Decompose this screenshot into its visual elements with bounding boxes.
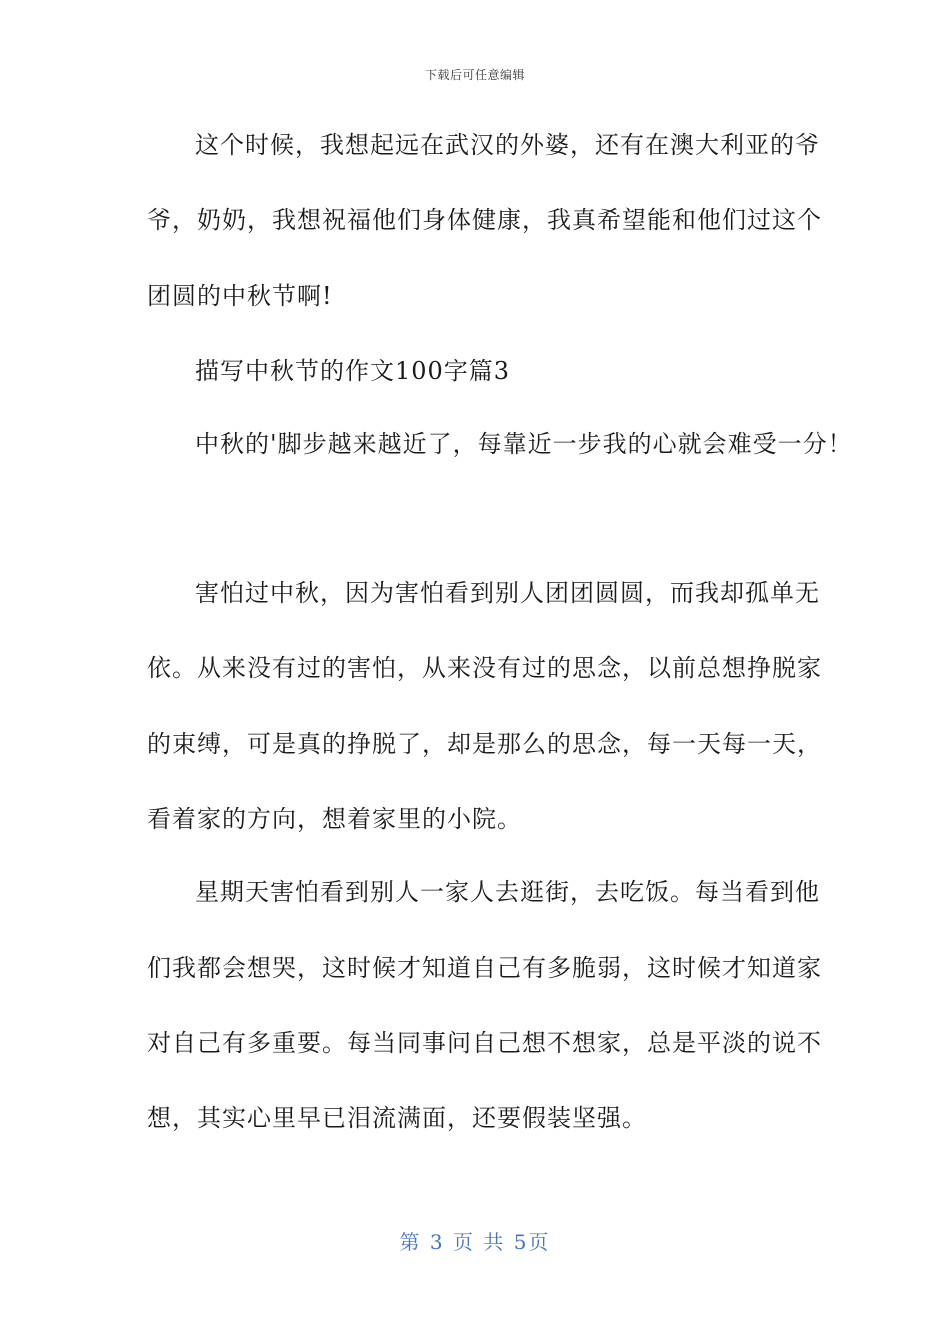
paragraph-line: 看着家的方向，想着家里的小院。 [147, 805, 522, 833]
paragraph-line: 依。从来没有过的害怕，从来没有过的思念，以前总想挣脱家 [147, 654, 822, 682]
paragraph-line: 想，其实心里早已泪流满面，还要假装坚强。 [147, 1104, 647, 1132]
header-note: 下载后可任意编辑 [424, 68, 525, 82]
paragraph-line: 星期天害怕看到别人一家人去逛街，去吃饭。每当看到他 [195, 878, 820, 906]
page-number: 第 3 页 共 5页 [399, 1230, 551, 1254]
paragraph-line: 团圆的中秋节啊! [147, 282, 333, 310]
paragraph-line: 中秋的'脚步越来越近了，每靠近一步我的心就会难受一分！ [195, 430, 853, 458]
paragraph-line: 的束缚，可是真的挣脱了，却是那么的思念，每一天每一天， [147, 730, 822, 758]
section-heading: 描写中秋节的作文100字篇3 [195, 357, 511, 385]
paragraph-line: 爷，奶奶，我想祝福他们身体健康，我真希望能和他们过这个 [147, 206, 822, 234]
paragraph-line: 对自己有多重要。每当同事问自己想不想家，总是平淡的说不 [147, 1029, 822, 1057]
paragraph-line: 这个时候，我想起远在武汉的外婆，还有在澳大利亚的爷 [195, 131, 820, 159]
paragraph-line: 害怕过中秋，因为害怕看到别人团团圆圆，而我却孤单无 [195, 579, 820, 607]
paragraph-line: 们我都会想哭，这时候才知道自己有多脆弱，这时候才知道家 [147, 954, 822, 982]
